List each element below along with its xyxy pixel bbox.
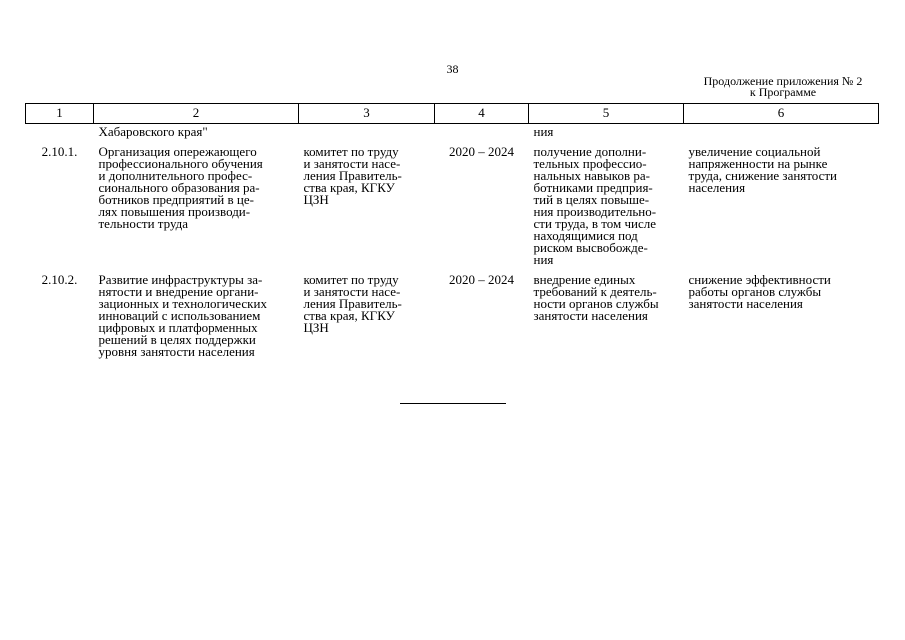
risk-cell: снижение эффективности работы органов службы занятости населения bbox=[688, 272, 831, 311]
column-header-6: 6 bbox=[684, 104, 879, 124]
appendix-line-1: Продолжение приложения № 2 bbox=[703, 74, 863, 88]
executor-cell: комитет по труду и занятости насе- ления Правитель- ства края, КГКУ ЦЗН bbox=[303, 272, 402, 335]
column-header-5: 5 bbox=[529, 104, 684, 124]
row-number: 2.10.2. bbox=[41, 272, 78, 287]
appendix-line-2: к Программе bbox=[749, 85, 817, 99]
measure-cell: Организация опережающего профессионального обучения и дополнительного профес- сионального образования ра- ботников предприятий в це- лях повышения производи- тельности труда bbox=[98, 144, 263, 231]
measure-cell: Развитие инфраструктуры за- нятости и внедрение органи- зационных и технологических инноваций с использованием цифровых и платформенных решений в целях поддержки уровня занятости населения bbox=[98, 272, 267, 359]
column-header-3: 3 bbox=[299, 104, 435, 124]
table-row bbox=[26, 272, 879, 358]
column-header-4: 4 bbox=[435, 104, 529, 124]
column-header-2: 2 bbox=[94, 104, 299, 124]
continuation-row bbox=[26, 124, 879, 141]
period-cell: 2020 – 2024 bbox=[449, 272, 514, 287]
result-cell: получение дополни- тельных профессио- нальных навыков ра- ботниками предприя- тий в целях повыше- ния производительно- сти труда, в том числе находящимися под риском высвобожде- ния bbox=[533, 144, 657, 267]
period-cell: 2020 – 2024 bbox=[449, 144, 514, 159]
risk-cell: увеличение социальной напряженности на рынке труда, снижение занятости населения bbox=[688, 144, 838, 195]
table-row bbox=[26, 140, 879, 272]
page-number: 38 bbox=[446, 62, 459, 76]
column-header-1: 1 bbox=[26, 104, 94, 124]
measures-table bbox=[25, 103, 879, 358]
row-number: 2.10.1. bbox=[41, 144, 78, 159]
continuation-result: ния bbox=[533, 124, 554, 139]
result-cell: внедрение единых требований к деятель- ности органов службы занятости населения bbox=[533, 272, 659, 323]
appendix-heading bbox=[690, 76, 876, 98]
continuation-measure: Хабаровского края" bbox=[98, 124, 208, 139]
header-row bbox=[26, 104, 879, 124]
end-divider bbox=[400, 403, 506, 404]
executor-cell: комитет по труду и занятости насе- ления Правитель- ства края, КГКУ ЦЗН bbox=[303, 144, 402, 207]
